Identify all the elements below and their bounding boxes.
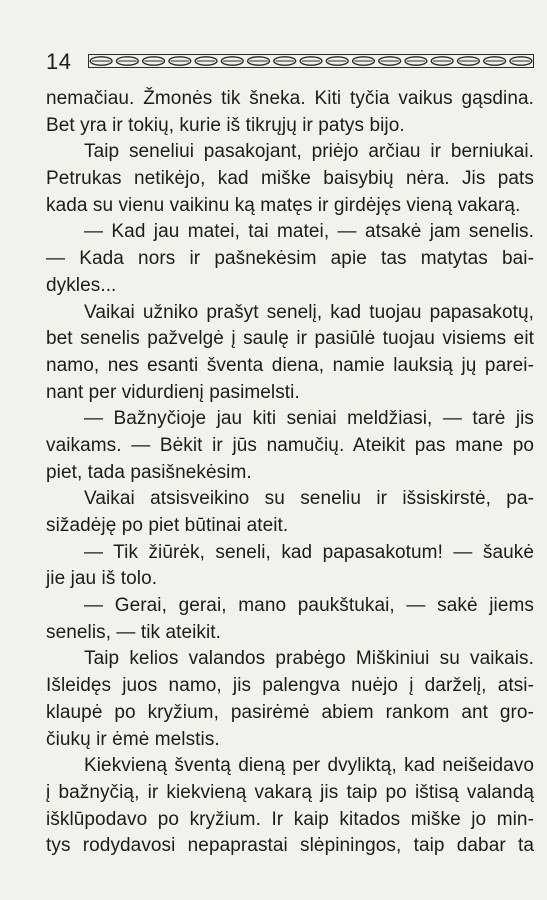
text-line: — Kada nors ir pašnekėsim apie tas matytas bai-	[46, 248, 534, 270]
text-line: Petrukas netikėjo, kad miške baisybių nėra. Jis pats	[46, 168, 534, 190]
text-line: — Bažnyčioje jau kiti seniai meldžiasi, — tarė jis	[84, 408, 534, 430]
text-line: senelis, — tik ateikit.	[46, 621, 222, 643]
decorative-border-ornament	[88, 54, 534, 68]
page-number: 14	[46, 49, 72, 74]
text-line: Taip kelios valandos prabėgo Miškiniui su vaikais.	[84, 648, 534, 670]
text-line: nemačiau. Žmonės tik šneka. Kiti tyčia vaikus gąsdina.	[46, 88, 534, 109]
text-line: Kiekvieną šventą dieną per dvyliktą, kad neišeidavo	[84, 755, 534, 777]
text-line: jie jau iš tolo.	[46, 568, 158, 590]
text-line: kada su vienu vaikinu ką matęs ir girdėjęs vieną vakarą.	[46, 194, 521, 216]
text-line: nant per vidurdienį pasimelsti.	[46, 381, 300, 403]
text-line: Išleidęs juos namo, jis palengva nuėjo į darželį, atsi-	[46, 675, 534, 697]
text-line: klaupė po kryžium, pasirėmė abiem rankom ant gro-	[46, 701, 534, 723]
text-line: čiukų ir ėmė melstis.	[46, 728, 220, 750]
text-line: Taip seneliui pasakojant, priėjo arčiau ir berniukai.	[84, 141, 534, 163]
text-line: išklūpodavo po kryžium. Ir kaip kitados miške jo min-	[46, 808, 534, 830]
text-line: tys rodydavosi nepaprastai slėpiningos, taip dabar ta	[46, 835, 534, 857]
text-line: bet senelis pažvelgė į saulę ir pasiūlė tuojau visiems eit	[46, 328, 534, 350]
text-line: dykles...	[46, 274, 117, 296]
text-line: — Tik žiūrėk, seneli, kad papasakotum! — šaukė	[84, 541, 534, 563]
text-line: vaikams. — Bėkit ir jūs namučių. Ateikit pas mane po	[46, 434, 534, 456]
book-text	[46, 86, 534, 860]
text-line: Bet yra ir tokių, kurie iš tikrųjų ir patys bijo.	[46, 114, 405, 136]
text-line: namo, nes esanti šventa diena, namie lauksią jų parei-	[46, 354, 534, 376]
text-line: Vaikai užniko prašyt senelį, kad tuojau papasakotų,	[84, 301, 534, 323]
text-line: Vaikai atsisveikino su seneliu ir išsiskirstė, pa-	[84, 488, 534, 510]
text-line: — Gerai, gerai, mano paukštukai, — sakė jiems	[84, 595, 534, 617]
text-line: sižadėję po piet būtinai ateit.	[46, 515, 289, 536]
page-header	[46, 47, 536, 77]
text-line: piet, tada pasišnekėsim.	[46, 461, 252, 483]
text-line: į bažnyčią, ir kiekvieną vakarą jis taip po ištisą valandą	[46, 781, 534, 803]
text-line: — Kad jau matei, tai matei, — atsakė jam senelis.	[84, 221, 534, 243]
